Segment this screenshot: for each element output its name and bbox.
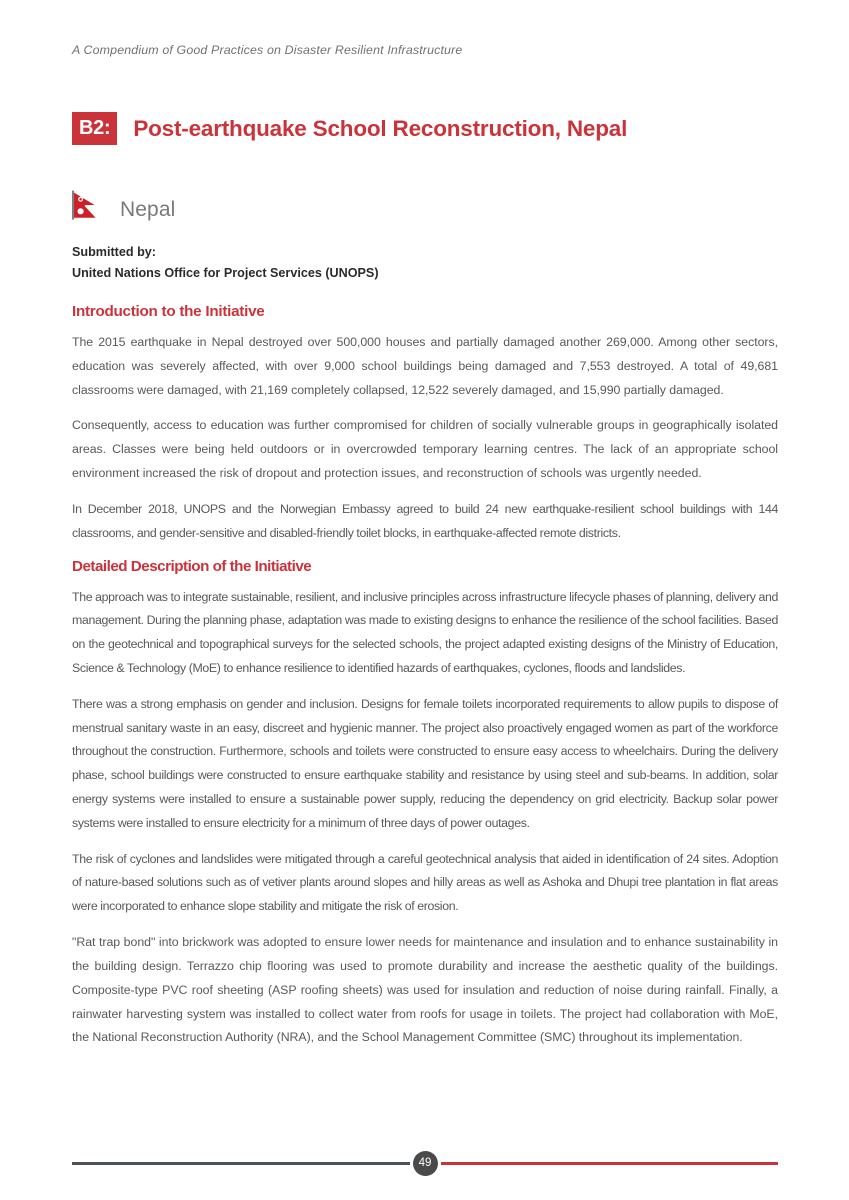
page-footer — [72, 1148, 778, 1178]
chapter-badge: B2: — [72, 112, 117, 145]
paragraph: The 2015 earthquake in Nepal destroyed over 500,000 houses and partially damaged another 269,000. Among other sectors, education was severely affected, with over 9,000 school buildings being damaged and 7,553 destroyed. A total of 49,681 classrooms were damaged, with 21,169 completely collapsed, 12,522 severely damaged, and 15,990 partially damaged. — [72, 335, 778, 397]
paragraph: In December 2018, UNOPS and the Norwegian Embassy agreed to build 24 new earthquake-resilient school buildings with 144 classrooms, and gender-sensitive and disabled-friendly toilet blocks, in earthquake-affected remote districts. — [72, 501, 778, 540]
page-number-badge: 49 — [413, 1151, 438, 1176]
page-title: Post-earthquake School Reconstruction, Nepal — [133, 115, 628, 141]
submitted-by-block — [72, 242, 379, 284]
paragraph: Consequently, access to education was further compromised for children of socially vulnerable groups in geographically isolated areas. Classes were being held outdoors or in overcrowded temporary learning centres. The lack of an appropriate school environment increased the risk of dropout and protection issues, and reconstruction of schools was urgently needed. — [72, 418, 778, 481]
section-heading-introduction: Introduction to the Initiative — [72, 303, 265, 320]
submitted-by-label: Submitted by: — [72, 245, 156, 259]
footer-rule-left — [72, 1162, 410, 1165]
paragraph: The approach was to integrate sustainable, resilient, and inclusive principles across infrastructure lifecycle phases of planning, delivery and management. During the planning phase, adaptation was made to existing designs to enhance the resilience of the school facilities. Based on the geotechnical and topographical surveys for the selected schools, the project adapted existing designs of the Ministry of Education, Science & Technology (MoE) to enhance resilience to identified hazards of earthquakes, cyclones, floods and landslides. — [72, 589, 778, 675]
submitted-by-organisation: United Nations Office for Project Services (UNOPS) — [72, 265, 379, 280]
paragraph: The risk of cyclones and landslides were mitigated through a careful geotechnical analysis that aided in identification of 24 sites. Adoption of nature-based solutions such as of vetiver plants around slopes and hilly areas as well as Ashoka and Dhupi tree plantation in flat areas were incorporated to enhance slope stability and mitigate the risk of erosion. — [72, 851, 778, 914]
paragraph: There was a strong emphasis on gender and inclusion. Designs for female toilets incorporated requirements to allow pupils to dispose of menstrual sanitary waste in an easy, discreet and hygienic manner. The project also proactively engaged women as part of the workforce throughout the construction. Furthermore, schools and toilets were constructed to ensure easy access to wheelchairs. During the delivery phase, school buildings were constructed to ensure earthquake stability and resistance by using steel and sub-beams. In addition, solar energy systems were installed to ensure a sustainable power supply, reducing the dependency on grid electricity. Backup solar power systems were installed to ensure electricity for a minimum of three days of power outages. — [72, 696, 778, 830]
section-heading-detailed-description: Detailed Description of the Initiative — [72, 557, 312, 575]
country-row — [72, 190, 175, 230]
country-name: Nepal — [120, 198, 176, 221]
footer-rule-right — [441, 1162, 779, 1165]
chapter-title-row — [72, 112, 627, 145]
document-body — [72, 303, 778, 1050]
nepal-flag-icon — [72, 190, 106, 230]
paragraph: "Rat trap bond" into brickwork was adopted to ensure lower needs for maintenance and insulation and to enhance sustainability in the building design. Terrazzo chip flooring was used to promote durability and increase the aesthetic quality of the buildings. Composite-type PVC roof sheeting (ASP roofing sheets) was used for insulation and reduction of noise during rainfall. Finally, a rainwater harvesting system was installed to collect water from roofs for usage in toilets. The project had collaboration with MoE, the National Reconstruction Authority (NRA), and the School Management Committee (SMC) throughout its implementation. — [72, 935, 778, 1045]
running-head: A Compendium of Good Practices on Disaster Resilient Infrastructure — [72, 43, 463, 57]
